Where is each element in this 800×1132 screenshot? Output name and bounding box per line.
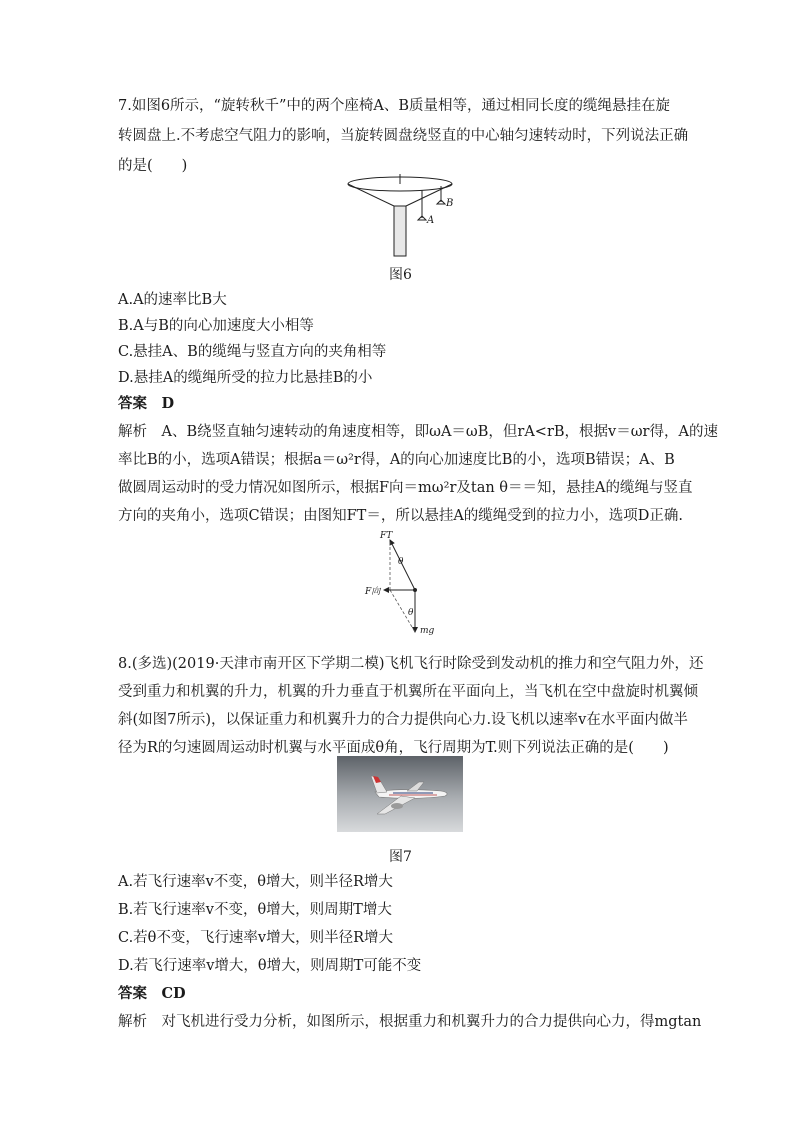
- q7-option-c: C.悬挂A、B的缆绳与竖直方向的夹角相等: [118, 344, 387, 360]
- force-label-ft: FT: [380, 531, 393, 541]
- q7-analysis-line2: 率比B的小，选项A错误；根据a＝ω²r得，A的向心加速度比B的小，选项B错误；A、B: [118, 452, 675, 468]
- q8-stem-line4: 径为R的匀速圆周运动时机翼与水平面成θ角，飞行周期为T.则下列说法正确的是( ): [118, 740, 669, 756]
- q7-stem-line2: 转圆盘上.不考虑空气阻力的影响，当旋转圆盘绕竖直的中心轴匀速转动时，下列说法正确: [118, 128, 689, 144]
- force-diagram: [370, 532, 440, 640]
- figure6-label-b: B: [446, 198, 454, 209]
- q7-option-b: B.A与B的向心加速度大小相等: [118, 318, 314, 334]
- force-label-fn: F向: [365, 587, 381, 597]
- force-label-theta-bottom: θ: [408, 608, 414, 618]
- q8-answer: 答案 CD: [118, 985, 186, 1002]
- q7-analysis-line3: 做圆周运动时的受力情况如图所示，根据F向＝mω²r及tan θ＝＝知，悬挂A的缆绳与竖直: [118, 480, 693, 496]
- q8-stem-line3: 斜(如图7所示)，以保证重力和机翼升力的合力提供向心力.设飞机以速率v在水平面内做半: [118, 712, 688, 728]
- q7-answer: 答案 D: [118, 395, 175, 412]
- figure7-caption: 图7: [389, 849, 412, 865]
- force-label-mg: mg: [420, 626, 435, 636]
- q7-option-d: D.悬挂A的缆绳所受的拉力比悬挂B的小: [118, 370, 373, 386]
- figure6-caption: 图6: [389, 267, 412, 283]
- q8-option-c: C.若θ不变，飞行速率v增大，则半径R增大: [118, 930, 394, 946]
- q7-stem-line1: 7.如图6所示，“旋转秋千”中的两个座椅A、B质量相等，通过相同长度的缆绳悬挂在旋: [118, 98, 671, 114]
- airplane-photo: [337, 756, 463, 832]
- q8-option-a: A.若飞行速率v不变，θ增大，则半径R增大: [118, 874, 393, 890]
- q8-option-d: D.若飞行速率v增大，θ增大，则周期T可能不变: [118, 958, 422, 974]
- q7-option-a: A.A的速率比B大: [118, 292, 227, 308]
- q8-analysis-line1: 解析 对飞机进行受力分析，如图所示，根据重力和机翼升力的合力提供向心力，得mgtan: [118, 1014, 702, 1030]
- force-label-theta-top: θ: [398, 557, 404, 567]
- q8-option-b: B.若飞行速率v不变，θ增大，则周期T增大: [118, 902, 392, 918]
- q7-analysis-line4: 方向的夹角小，选项C错误；由图知FT＝，所以悬挂A的缆绳受到的拉力小，选项D正确.: [118, 508, 684, 524]
- q8-stem-line1: 8.(多选)(2019·天津市南开区下学期二模)飞机飞行时除受到发动机的推力和空气阻力外，还: [118, 656, 704, 672]
- figure6-label-a: A: [427, 215, 435, 226]
- q7-stem-line3: 的是( ): [118, 158, 188, 174]
- q8-stem-line2: 受到重力和机翼的升力，机翼的升力垂直于机翼所在平面向上，当飞机在空中盘旋时机翼倾: [118, 684, 698, 700]
- rotating-swing-figure: [338, 172, 468, 262]
- q7-analysis-line1: 解析 A、B绕竖直轴匀速转动的角速度相等，即ωA＝ωB，但rA<rB，根据v＝ωr得，A的速: [118, 424, 718, 440]
